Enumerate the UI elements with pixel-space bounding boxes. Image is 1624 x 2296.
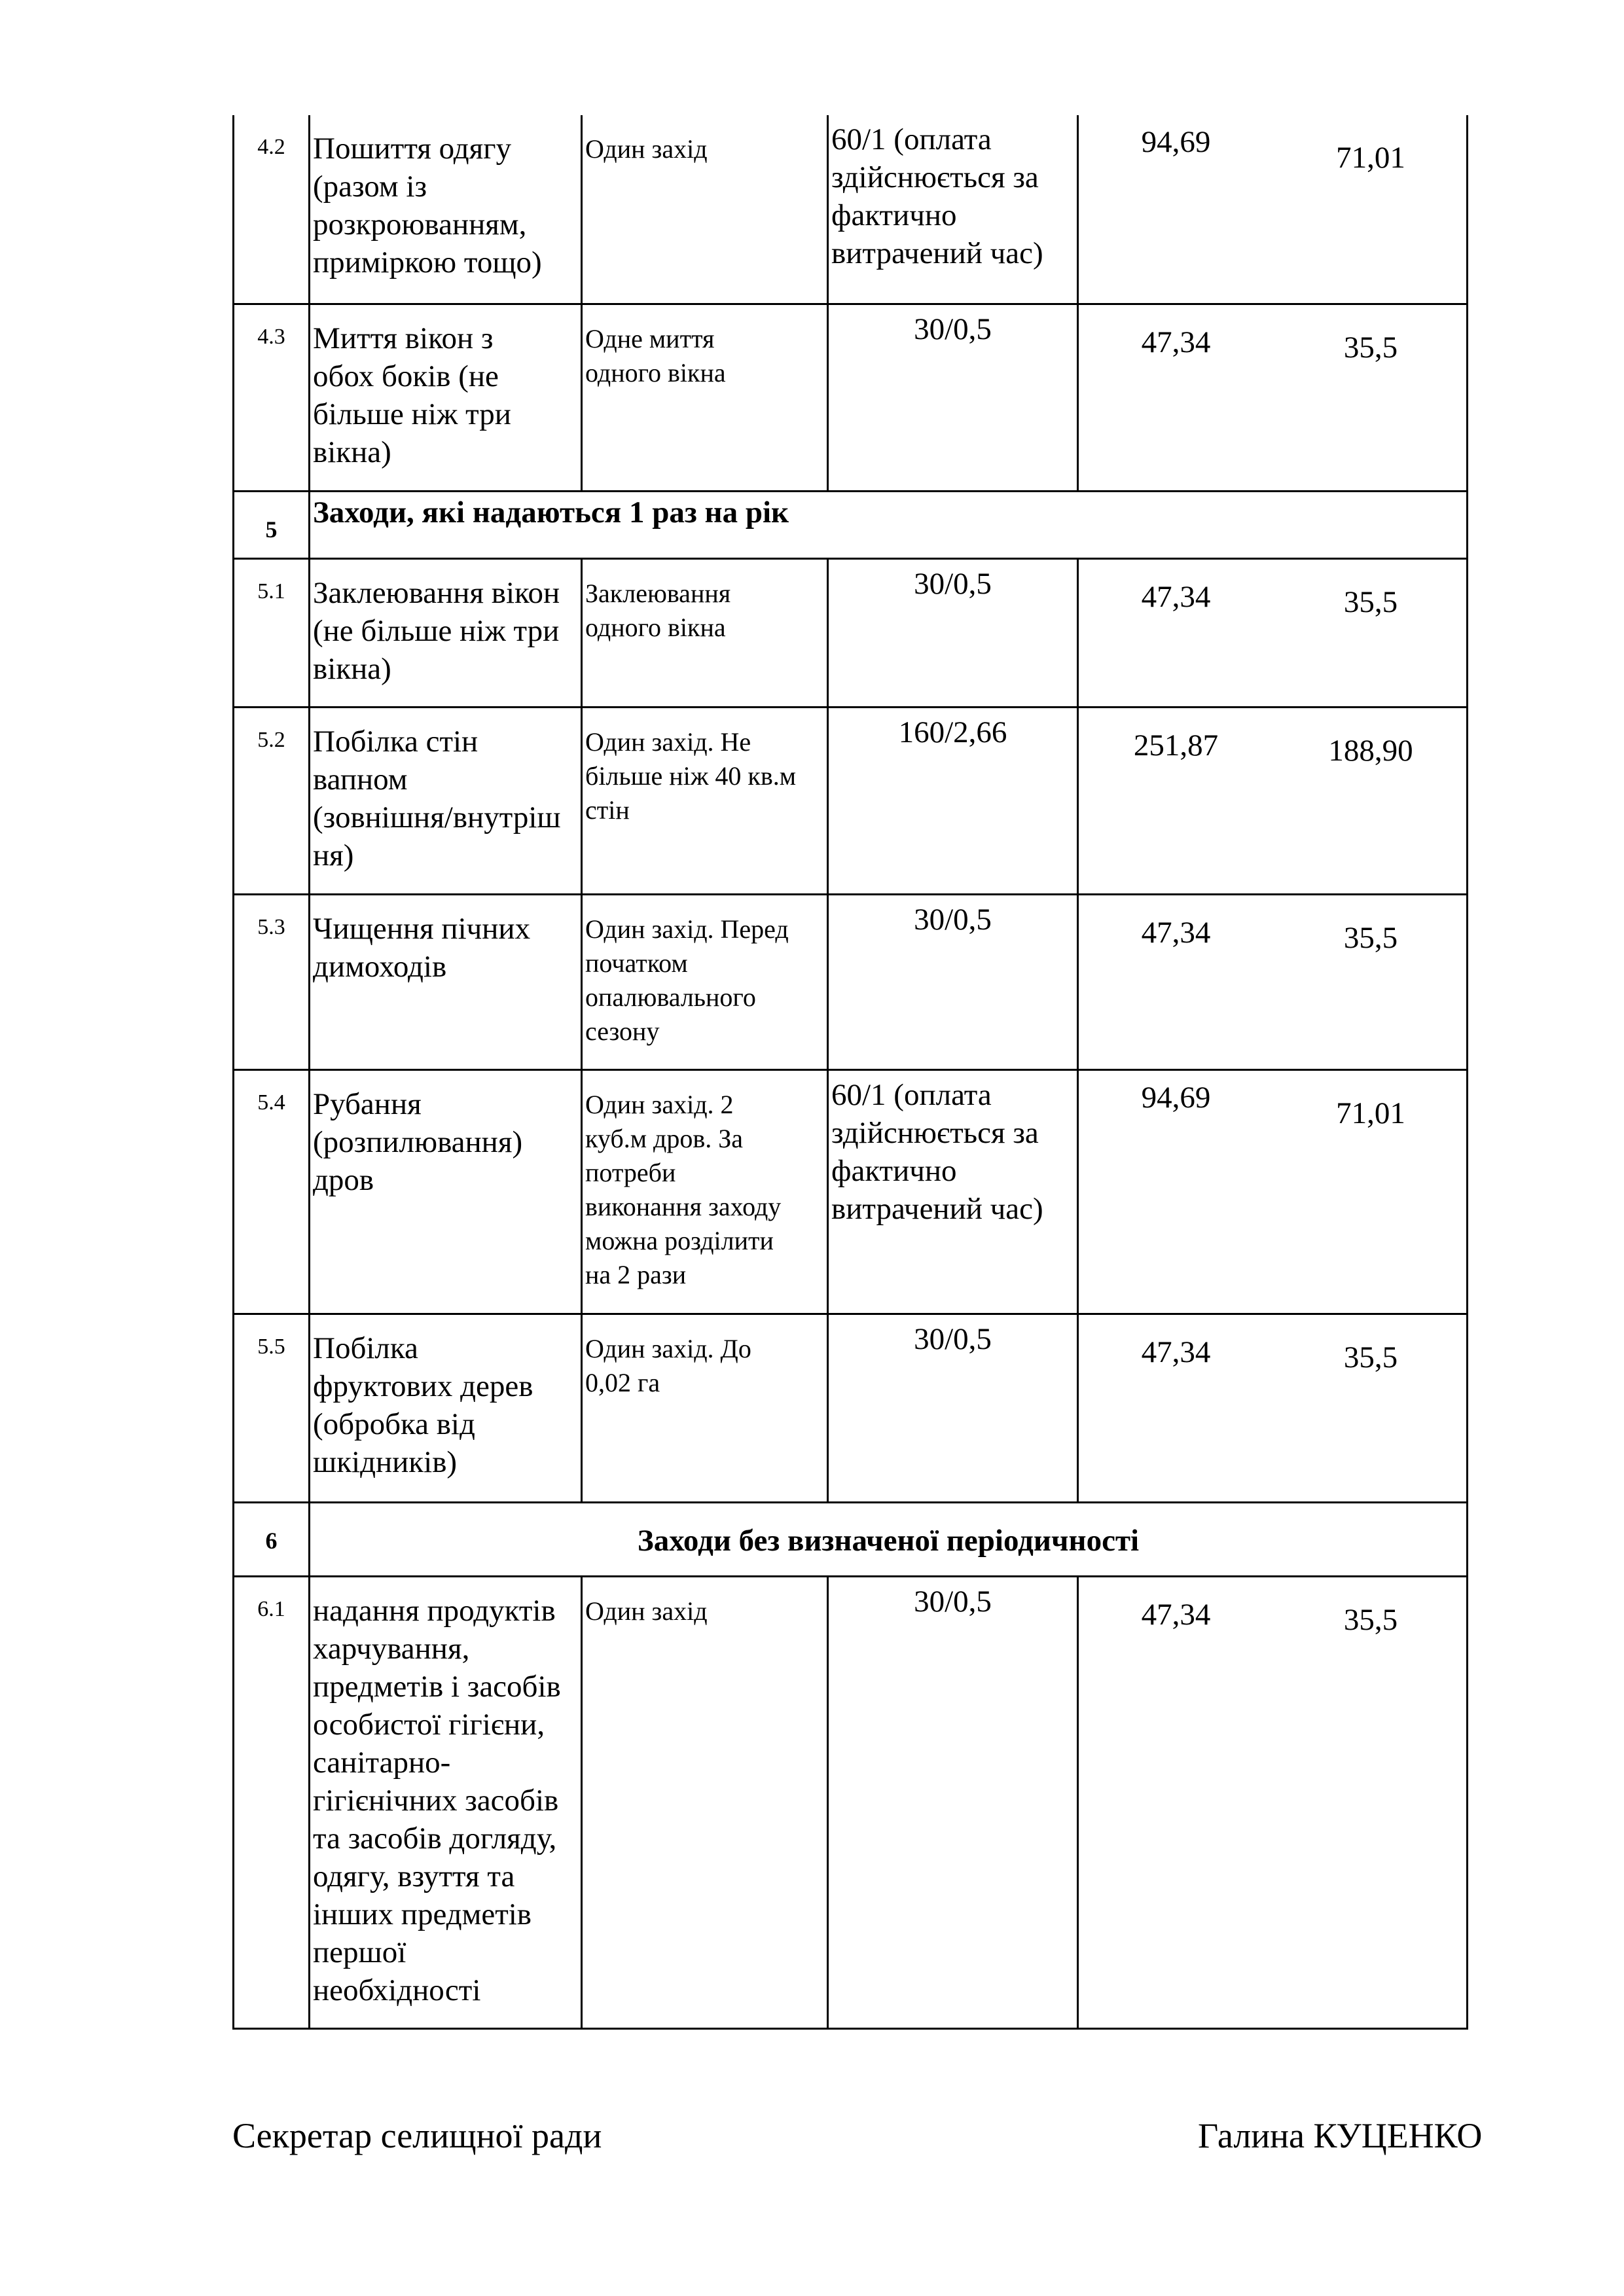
text-line: першої — [313, 1935, 406, 1969]
text-line: на 2 рази — [585, 1260, 687, 1289]
cost-value-reduced: 35,5 — [1343, 921, 1398, 955]
time-norm — [827, 1577, 1077, 2030]
text-line: приміркою тощо) — [313, 245, 542, 279]
cost-value: 47,34 — [1077, 305, 1273, 490]
text-line: вікна) — [313, 435, 391, 469]
cost-value-reduced: 35,5 — [1343, 1340, 1398, 1374]
text-line: можна розділити — [585, 1226, 774, 1255]
table-row — [234, 895, 1466, 1071]
section-row — [234, 1503, 1466, 1577]
text-line: санітарно- — [313, 1746, 451, 1780]
text-line: здійснюється за — [831, 160, 1039, 194]
text-line: Один захід — [585, 134, 708, 164]
cost-value-reduced: 188,90 — [1328, 734, 1413, 768]
section-row — [234, 492, 1466, 560]
table-row — [234, 560, 1466, 708]
text-line: Один захід. До — [585, 1334, 751, 1363]
text-line: Один захід. Не — [585, 727, 751, 757]
service-unit — [581, 1315, 827, 1501]
text-line: гігієнічних засобів — [313, 1784, 559, 1818]
text-line: 30/0,5 — [914, 903, 992, 937]
text-line: димоходів — [313, 950, 447, 984]
text-line: Заклеювання — [585, 579, 731, 608]
text-line: витрачений час) — [831, 1192, 1043, 1226]
cost-value: 47,34 — [1077, 560, 1273, 706]
cost-value-reduced: 35,5 — [1343, 1603, 1398, 1637]
section-title: Заходи без визначеної періодичності — [308, 1503, 1466, 1575]
time-norm — [827, 115, 1077, 303]
service-name — [308, 1071, 581, 1313]
text-line: опалювального — [585, 982, 756, 1012]
service-unit — [581, 1577, 827, 2030]
text-line: фактично — [831, 198, 957, 232]
text-line: ня) — [313, 838, 354, 872]
text-line: та засобів догляду, — [313, 1821, 557, 1856]
text-line: куб.м дров. За — [585, 1124, 744, 1153]
text-line: розкроюванням, — [313, 207, 527, 242]
service-name — [308, 1577, 581, 2030]
table-row — [234, 708, 1466, 895]
text-line: 60/1 (оплата — [831, 122, 992, 156]
table-row — [234, 1577, 1466, 2030]
text-line: 160/2,66 — [898, 715, 1007, 749]
time-norm — [827, 1315, 1077, 1501]
text-line: потреби — [585, 1158, 676, 1187]
row-number: 4.2 — [257, 135, 285, 159]
text-line: початком — [585, 948, 688, 978]
text-line: Заклеювання вікон — [313, 576, 560, 610]
text-line: Побілка — [313, 1331, 418, 1365]
table-row — [234, 305, 1466, 492]
text-line: виконання заходу — [585, 1192, 782, 1221]
text-line: (обробка від — [313, 1407, 475, 1441]
service-name — [308, 115, 581, 303]
text-line: Один захід. Перед — [585, 914, 789, 944]
text-line: Пошиття одягу — [313, 132, 512, 166]
section-number: 5 — [265, 516, 278, 543]
row-number: 5.3 — [257, 915, 285, 939]
text-line: одягу, взуття та — [313, 1859, 515, 1893]
service-name — [308, 1315, 581, 1501]
section-number: 6 — [265, 1528, 278, 1554]
table-row — [234, 115, 1466, 305]
text-line: предметів і засобів — [313, 1670, 561, 1704]
text-line: шкідників) — [313, 1445, 458, 1479]
text-line: інших предметів — [313, 1897, 532, 1931]
cost-value-reduced: 35,5 — [1343, 331, 1398, 365]
cost-value-reduced: 71,01 — [1336, 141, 1405, 175]
text-line: 30/0,5 — [914, 1322, 992, 1356]
text-line: (не більше ніж три — [313, 614, 560, 648]
text-line: 60/1 (оплата — [831, 1078, 992, 1112]
signatory-name: Галина КУЦЕНКО — [1198, 2116, 1483, 2155]
text-line: Рубання — [313, 1087, 422, 1121]
row-number: 4.3 — [257, 325, 285, 349]
text-line: особистої гігієни, — [313, 1708, 545, 1742]
service-name — [308, 560, 581, 706]
section-title: Заходи, які надаються 1 раз на рік — [308, 492, 1466, 558]
services-table — [232, 115, 1468, 2030]
text-line: Побілка стін — [313, 725, 478, 759]
text-line: необхідності — [313, 1973, 481, 2007]
service-unit — [581, 560, 827, 706]
time-norm — [827, 708, 1077, 893]
cost-value: 47,34 — [1077, 1577, 1273, 2030]
text-line: здійснюється за — [831, 1116, 1039, 1150]
cost-value: 251,87 — [1077, 708, 1273, 893]
text-line: Миття вікон з — [313, 321, 494, 355]
cost-value: 94,69 — [1077, 115, 1273, 303]
table-row — [234, 1071, 1466, 1315]
text-line: 30/0,5 — [914, 312, 992, 346]
cost-value-reduced: 35,5 — [1343, 585, 1398, 619]
text-line: вапном — [313, 762, 408, 797]
text-line: обох боків (не — [313, 359, 499, 393]
cost-value: 47,34 — [1077, 895, 1273, 1069]
text-line: дров — [313, 1163, 374, 1197]
text-line: стін — [585, 795, 630, 825]
row-number: 5.5 — [257, 1335, 285, 1359]
cost-value-reduced: 71,01 — [1336, 1096, 1405, 1130]
text-line: харчування, — [313, 1632, 470, 1666]
cost-value: 47,34 — [1077, 1315, 1273, 1501]
time-norm — [827, 1071, 1077, 1313]
service-name — [308, 708, 581, 893]
text-line: (разом із — [313, 170, 427, 204]
service-unit — [581, 115, 827, 303]
text-line: фруктових дерев — [313, 1369, 533, 1403]
text-line: Чищення пічних — [313, 912, 531, 946]
service-name — [308, 305, 581, 490]
text-line: більше ніж три — [313, 397, 511, 431]
signatory-position: Секретар селищної ради — [232, 2116, 602, 2155]
text-line: витрачений час) — [831, 236, 1043, 270]
service-unit — [581, 305, 827, 490]
text-line: Один захід. 2 — [585, 1090, 734, 1119]
text-line: одного вікна — [585, 358, 726, 387]
text-line: Один захід — [585, 1596, 708, 1626]
text-line: більше ніж 40 кв.м — [585, 761, 797, 791]
text-line: 30/0,5 — [914, 1585, 992, 1619]
text-line: надання продуктів — [313, 1594, 556, 1628]
service-unit — [581, 1071, 827, 1313]
text-line: (розпилювання) — [313, 1125, 523, 1159]
service-unit — [581, 895, 827, 1069]
text-line: фактично — [831, 1154, 957, 1188]
text-line: одного вікна — [585, 613, 726, 642]
text-line: 30/0,5 — [914, 567, 992, 601]
time-norm — [827, 895, 1077, 1069]
text-line: (зовнішня/внутріш — [313, 800, 561, 834]
text-line: 0,02 га — [585, 1368, 660, 1397]
row-number: 5.2 — [257, 728, 285, 752]
text-line: сезону — [585, 1016, 660, 1046]
text-line: Одне миття — [585, 324, 715, 353]
row-number: 5.1 — [257, 579, 285, 603]
text-line: вікна) — [313, 652, 391, 686]
time-norm — [827, 560, 1077, 706]
table-row — [234, 1315, 1466, 1503]
service-name — [308, 895, 581, 1069]
row-number: 5.4 — [257, 1090, 285, 1115]
cost-value: 94,69 — [1077, 1071, 1273, 1313]
service-unit — [581, 708, 827, 893]
row-number: 6.1 — [257, 1597, 285, 1621]
time-norm — [827, 305, 1077, 490]
